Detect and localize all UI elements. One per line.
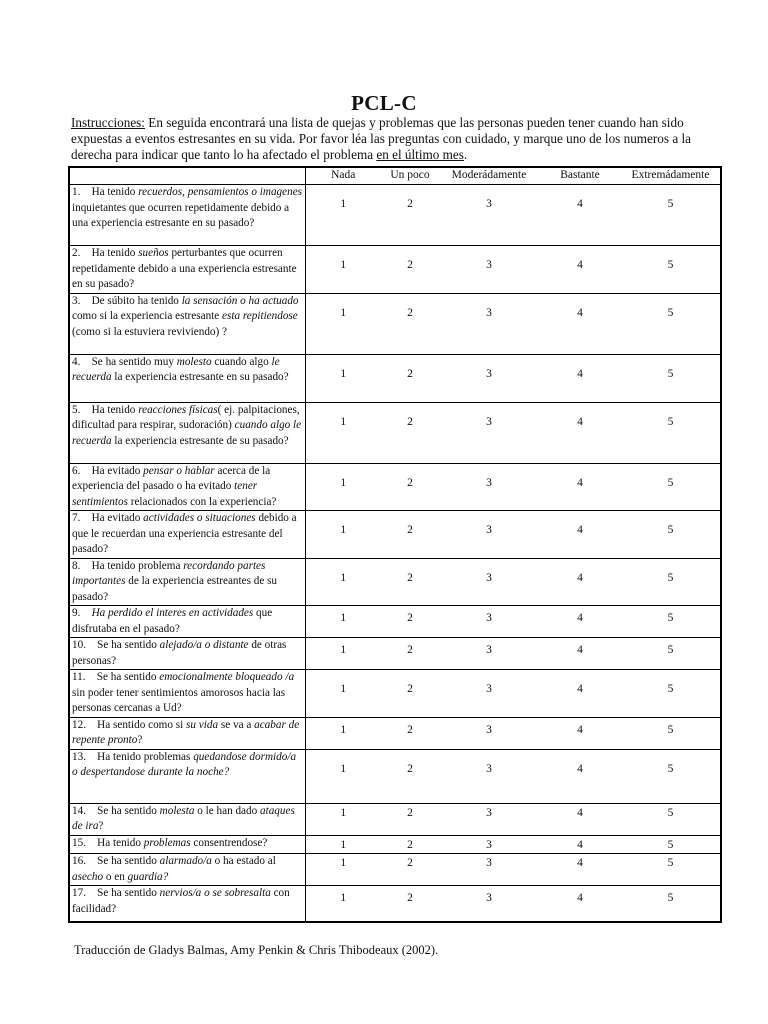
- rating-option-nada[interactable]: 1: [305, 886, 381, 922]
- question-row: [69, 886, 721, 922]
- rating-option-un-poco[interactable]: 2: [381, 463, 439, 511]
- rating-option-un-poco[interactable]: 2: [381, 717, 439, 749]
- rating-option-bastante[interactable]: 4: [539, 854, 621, 886]
- question-number: 1.: [72, 186, 81, 198]
- rating-option-extremadamente[interactable]: 5: [621, 185, 721, 246]
- rating-option-nada[interactable]: 1: [305, 670, 381, 718]
- question-emphasis: recordando partes importantes: [72, 559, 266, 587]
- rating-option-un-poco[interactable]: 2: [381, 670, 439, 718]
- rating-option-bastante[interactable]: 4: [539, 463, 621, 511]
- question-emphasis: alejado/a o distante: [159, 639, 249, 651]
- instructions: [71, 115, 731, 163]
- question-text: [69, 749, 305, 803]
- page-title: PCL-C: [351, 91, 417, 115]
- rating-option-bastante[interactable]: 4: [539, 511, 621, 559]
- rating-option-bastante[interactable]: 4: [539, 835, 621, 854]
- question-text: [69, 246, 305, 294]
- rating-option-bastante[interactable]: 4: [539, 606, 621, 638]
- question-emphasis: esta repitiendose: [222, 310, 298, 322]
- header-row: [69, 167, 721, 185]
- question-number: 8.: [72, 559, 81, 572]
- question-number: 4.: [72, 355, 81, 368]
- rating-option-un-poco[interactable]: 2: [381, 749, 439, 803]
- rating-option-nada[interactable]: 1: [305, 854, 381, 886]
- question-emphasis: cuando algo le recuerda: [72, 419, 302, 447]
- rating-option-bastante[interactable]: 4: [539, 354, 621, 402]
- rating-option-moderadamente[interactable]: 3: [439, 886, 539, 922]
- question-segment: Ha tenido problemas: [97, 750, 194, 763]
- question-row: [69, 749, 721, 803]
- rating-option-nada[interactable]: 1: [305, 749, 381, 803]
- rating-option-extremadamente[interactable]: 5: [621, 717, 721, 749]
- question-segment: Se ha sentido: [97, 804, 160, 817]
- question-emphasis: molesta: [159, 804, 195, 817]
- question-segment: Ha evitado: [91, 464, 144, 477]
- question-row: [69, 246, 721, 294]
- column-header-un-poco: Un poco: [381, 167, 439, 185]
- rating-option-un-poco[interactable]: 2: [381, 402, 439, 463]
- header-blank: [69, 167, 305, 185]
- question-emphasis: alarmado/a: [159, 855, 212, 867]
- rating-option-bastante[interactable]: 4: [539, 246, 621, 294]
- question-number: 14.: [72, 804, 86, 817]
- question-emphasis: reacciones físicas: [138, 403, 218, 416]
- question-row: [69, 835, 721, 854]
- question-number: 5.: [72, 403, 81, 416]
- question-segment: Se ha sentido: [97, 855, 160, 867]
- rating-option-nada[interactable]: 1: [305, 511, 381, 559]
- rating-option-nada[interactable]: 1: [305, 717, 381, 749]
- question-segment: perturbantes que ocurren repetidamente debido a una experiencia estresante en su pasado?: [72, 247, 297, 290]
- rating-option-extremadamente[interactable]: 5: [621, 606, 721, 638]
- rating-option-bastante[interactable]: 4: [539, 185, 621, 246]
- question-text: [69, 606, 305, 638]
- question-emphasis: le recuerda: [72, 355, 280, 383]
- question-segment: relacionados con la experiencia?: [127, 495, 277, 508]
- question-segment: Ha evitado: [91, 512, 144, 524]
- question-row: [69, 803, 721, 835]
- question-segment: Ha tenido: [91, 247, 139, 259]
- rating-option-moderadamente[interactable]: 3: [439, 854, 539, 886]
- question-row: [69, 185, 721, 246]
- question-row: [69, 511, 721, 559]
- question-number: 16.: [72, 855, 86, 867]
- rating-option-bastante[interactable]: 4: [539, 749, 621, 803]
- question-text: [69, 803, 305, 835]
- instructions-label: Instrucciones:: [71, 115, 145, 130]
- question-segment: sin poder tener sentimientos amorosos hacia las personas cercanas a Ud?: [72, 686, 286, 714]
- rating-option-un-poco[interactable]: 2: [381, 803, 439, 835]
- question-emphasis: recuerdos, pensamientos o imagenes: [138, 186, 303, 198]
- rating-option-bastante[interactable]: 4: [539, 293, 621, 354]
- question-text: [69, 354, 305, 402]
- rating-option-nada[interactable]: 1: [305, 463, 381, 511]
- rating-option-un-poco[interactable]: 2: [381, 835, 439, 854]
- question-segment: Ha tenido: [91, 403, 139, 416]
- rating-option-nada[interactable]: 1: [305, 293, 381, 354]
- question-segment: De súbito ha tenido: [91, 294, 182, 307]
- question-row: [69, 717, 721, 749]
- question-emphasis: molesto: [176, 355, 212, 368]
- rating-option-un-poco[interactable]: 2: [381, 638, 439, 670]
- rating-option-moderadamente[interactable]: 3: [439, 670, 539, 718]
- rating-option-nada[interactable]: 1: [305, 638, 381, 670]
- pcl-questionnaire-table: [68, 166, 722, 923]
- question-emphasis: emocionalmente bloqueado /a: [159, 671, 295, 683]
- rating-option-moderadamente[interactable]: 3: [439, 803, 539, 835]
- question-segment: acerca de la experiencia del pasado o ha evitado: [72, 464, 271, 492]
- question-segment: consentrendose?: [190, 836, 268, 849]
- rating-option-moderadamente[interactable]: 3: [439, 717, 539, 749]
- question-emphasis: quedandose dormido/a o despertandose durante la noche?: [72, 750, 297, 778]
- question-segment: cuando algo: [211, 355, 272, 368]
- question-segment: de otras personas?: [72, 639, 287, 667]
- rating-option-moderadamente[interactable]: 3: [439, 558, 539, 606]
- rating-option-extremadamente[interactable]: 5: [621, 558, 721, 606]
- question-row: [69, 463, 721, 511]
- question-row: [69, 606, 721, 638]
- question-emphasis: pensar o hablar: [143, 464, 215, 477]
- column-header-extremadamente: Extremádamente: [621, 167, 721, 185]
- rating-option-extremadamente[interactable]: 5: [621, 293, 721, 354]
- question-row: [69, 638, 721, 670]
- rating-option-un-poco[interactable]: 2: [381, 185, 439, 246]
- rating-option-nada[interactable]: 1: [305, 606, 381, 638]
- question-text: [69, 185, 305, 246]
- rating-option-nada[interactable]: 1: [305, 246, 381, 294]
- rating-option-extremadamente[interactable]: 5: [621, 835, 721, 854]
- question-text: [69, 886, 305, 922]
- rating-option-moderadamente[interactable]: 3: [439, 185, 539, 246]
- rating-option-extremadamente[interactable]: 5: [621, 246, 721, 294]
- question-segment: o ha estado al: [211, 855, 276, 867]
- rating-option-un-poco[interactable]: 2: [381, 558, 439, 606]
- question-emphasis: su vida: [186, 718, 219, 731]
- question-row: [69, 670, 721, 718]
- rating-option-moderadamente[interactable]: 3: [439, 606, 539, 638]
- rating-option-bastante[interactable]: 4: [539, 558, 621, 606]
- question-segment: o en: [103, 870, 128, 883]
- rating-option-extremadamente[interactable]: 5: [621, 638, 721, 670]
- rating-option-moderadamente[interactable]: 3: [439, 511, 539, 559]
- rating-option-un-poco[interactable]: 2: [381, 511, 439, 559]
- question-number: 15.: [72, 836, 86, 849]
- rating-option-moderadamente[interactable]: 3: [439, 293, 539, 354]
- question-segment: la experiencia estresante en su pasado?: [111, 371, 289, 383]
- question-number: 17.: [72, 887, 86, 899]
- rating-option-moderadamente[interactable]: 3: [439, 638, 539, 670]
- rating-option-moderadamente[interactable]: 3: [439, 354, 539, 402]
- rating-option-extremadamente[interactable]: 5: [621, 511, 721, 559]
- question-row: [69, 558, 721, 606]
- question-text: [69, 558, 305, 606]
- rating-option-un-poco[interactable]: 2: [381, 854, 439, 886]
- rating-option-extremadamente[interactable]: 5: [621, 670, 721, 718]
- question-text: [69, 293, 305, 354]
- question-segment: Ha tenido: [91, 186, 139, 198]
- question-segment: la experiencia estresante de su pasado?: [111, 434, 289, 447]
- rating-option-un-poco[interactable]: 2: [381, 886, 439, 922]
- question-text: [69, 511, 305, 559]
- question-segment: Ha sentido como si: [97, 718, 187, 731]
- question-text: [69, 717, 305, 749]
- question-text: [69, 854, 305, 886]
- rating-option-nada[interactable]: 1: [305, 835, 381, 854]
- question-segment: debido a que le recuerdan una experiencia estresante del pasado?: [72, 512, 297, 555]
- rating-option-un-poco[interactable]: 2: [381, 354, 439, 402]
- question-emphasis: actividades o situaciones: [143, 512, 256, 524]
- question-segment: o le han dado: [194, 804, 261, 817]
- question-segment: ?: [98, 820, 104, 832]
- question-segment: Se ha sentido: [97, 639, 160, 651]
- rating-option-bastante[interactable]: 4: [539, 717, 621, 749]
- question-text: [69, 402, 305, 463]
- question-emphasis: ataques de ira: [72, 804, 295, 832]
- rating-option-bastante[interactable]: 4: [539, 886, 621, 922]
- question-segment: ( ej. palpitaciones, dificultad para respirar, sudoración): [72, 403, 300, 431]
- question-number: 13.: [72, 750, 86, 763]
- instructions-end: .: [463, 147, 468, 162]
- question-number: 9.: [72, 607, 81, 619]
- rating-option-extremadamente[interactable]: 5: [621, 749, 721, 803]
- question-text: [69, 670, 305, 718]
- question-segment: Se ha sentido muy: [91, 355, 177, 368]
- rating-option-nada[interactable]: 1: [305, 558, 381, 606]
- question-emphasis: nervios/a o se sobresalta: [159, 887, 271, 899]
- question-emphasis: acabar de repente pronto: [72, 718, 300, 746]
- rating-option-nada[interactable]: 1: [305, 803, 381, 835]
- rating-option-nada[interactable]: 1: [305, 185, 381, 246]
- question-segment: de la experiencia estreantes de su pasado?: [72, 575, 278, 603]
- rating-option-extremadamente[interactable]: 5: [621, 803, 721, 835]
- rating-option-moderadamente[interactable]: 3: [439, 463, 539, 511]
- question-emphasis: sueños: [138, 247, 169, 259]
- rating-option-bastante[interactable]: 4: [539, 638, 621, 670]
- rating-option-moderadamente[interactable]: 3: [439, 402, 539, 463]
- column-header-moderadamente: Moderádamente: [439, 167, 539, 185]
- question-emphasis: tener sentimientos: [72, 480, 258, 508]
- question-emphasis: Ha perdido el interes en actividades: [91, 607, 254, 619]
- rating-option-extremadamente[interactable]: 5: [621, 463, 721, 511]
- rating-option-un-poco[interactable]: 2: [381, 293, 439, 354]
- rating-option-un-poco[interactable]: 2: [381, 246, 439, 294]
- question-segment: con facilidad?: [72, 887, 290, 915]
- question-number: 6.: [72, 464, 81, 477]
- question-emphasis: guardia?: [127, 870, 169, 883]
- question-segment: que disfrutaba en el pasado?: [72, 607, 273, 635]
- rating-option-bastante[interactable]: 4: [539, 803, 621, 835]
- question-emphasis: problemas: [143, 836, 191, 849]
- question-segment: Se ha sentido: [97, 887, 160, 899]
- translation-credit: Traducción de Gladys Balmas, Amy Penkin & Chris Thibodeaux (2002).: [74, 943, 439, 957]
- question-text: [69, 463, 305, 511]
- question-number: 3.: [72, 294, 81, 307]
- question-emphasis: la sensación o ha actuado: [181, 294, 299, 307]
- rating-option-moderadamente[interactable]: 3: [439, 749, 539, 803]
- question-segment: como si la experiencia estresante: [72, 310, 223, 322]
- column-header-bastante: Bastante: [539, 167, 621, 185]
- rating-option-extremadamente[interactable]: 5: [621, 854, 721, 886]
- question-emphasis: asecho: [72, 870, 104, 883]
- rating-option-extremadamente[interactable]: 5: [621, 354, 721, 402]
- question-row: [69, 354, 721, 402]
- question-number: 10.: [72, 639, 86, 651]
- rating-option-nada[interactable]: 1: [305, 402, 381, 463]
- instructions-emphasis: en el último mes: [376, 147, 464, 162]
- instructions-text: En seguida encontrará una lista de quejas y problemas que las personas pueden tener cuando han sido expuestas a eventos estresantes en su vida. Por favor léa las preguntas con cuidado, y marque uno de los numeros a la derecha para indicar que tanto lo ha afectado el problema: [71, 115, 691, 162]
- rating-option-nada[interactable]: 1: [305, 354, 381, 402]
- rating-option-extremadamente[interactable]: 5: [621, 886, 721, 922]
- rating-option-extremadamente[interactable]: 5: [621, 402, 721, 463]
- rating-option-moderadamente[interactable]: 3: [439, 835, 539, 854]
- question-row: [69, 402, 721, 463]
- question-segment: se va a: [218, 718, 255, 731]
- question-number: 12.: [72, 718, 86, 731]
- question-segment: Ha tenido: [97, 836, 144, 849]
- rating-option-un-poco[interactable]: 2: [381, 606, 439, 638]
- column-header-nada: Nada: [305, 167, 381, 185]
- question-number: 11.: [72, 671, 86, 683]
- question-segment: (como si la estuviera reviviendo) ?: [72, 325, 228, 338]
- question-segment: Se ha sentido: [96, 671, 160, 683]
- question-segment: Ha tenido problema: [91, 559, 184, 572]
- rating-option-moderadamente[interactable]: 3: [439, 246, 539, 294]
- question-number: 7.: [72, 512, 81, 524]
- question-segment: ?: [137, 734, 143, 746]
- question-text: [69, 638, 305, 670]
- question-number: 2.: [72, 247, 81, 259]
- question-text: [69, 835, 305, 854]
- question-segment: inquietantes que ocurren repetidamente debido a una experiencia estresante en su pasado?: [72, 201, 290, 229]
- rating-option-bastante[interactable]: 4: [539, 402, 621, 463]
- rating-option-bastante[interactable]: 4: [539, 670, 621, 718]
- question-row: [69, 854, 721, 886]
- question-row: [69, 293, 721, 354]
